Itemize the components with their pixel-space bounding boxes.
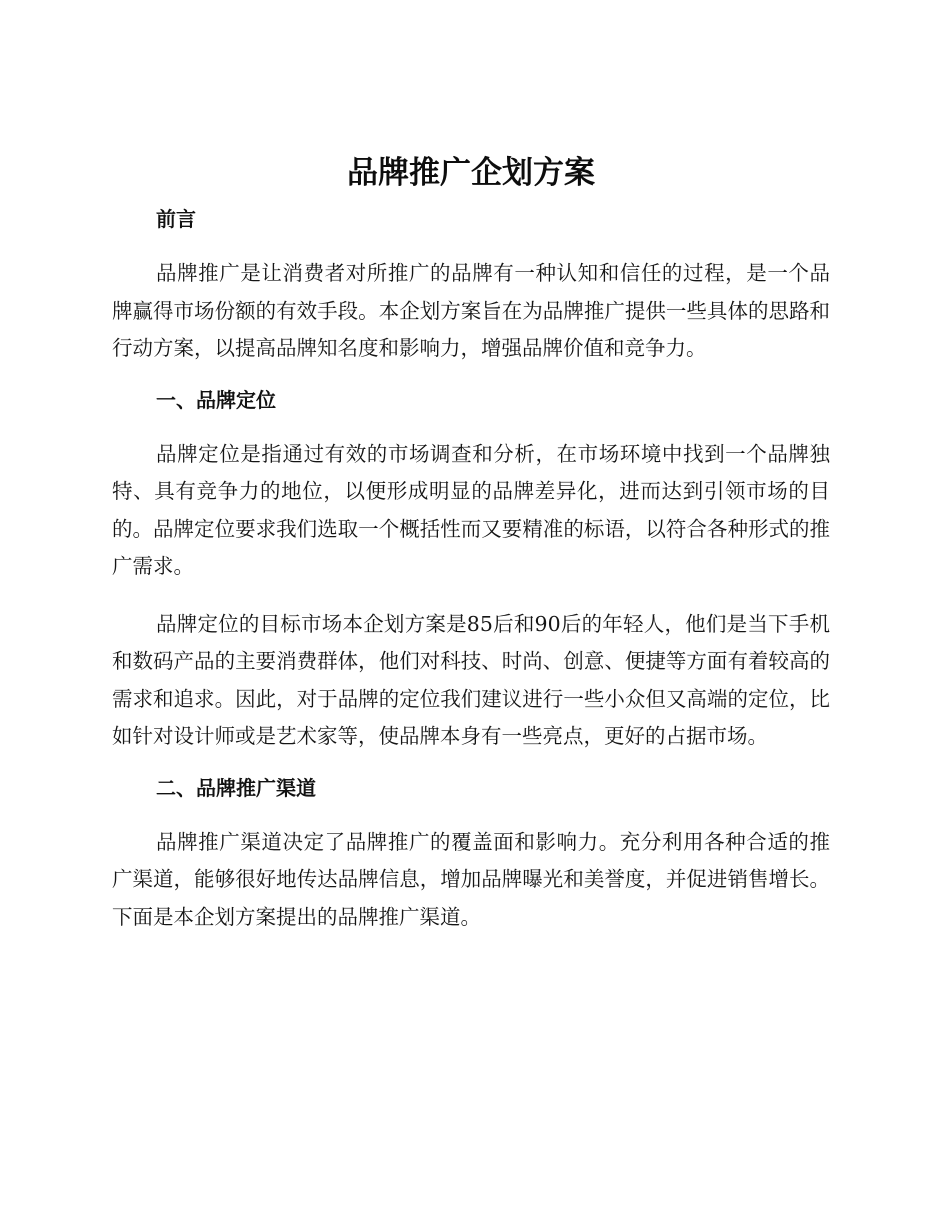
paragraph-preface: 品牌推广是让消费者对所推广的品牌有一种认知和信任的过程，是一个品牌赢得市场份额的有效手段。本企划方案旨在为品牌推广提供一些具体的思路和行动方案，以提高品牌知名度和影响力，增强品牌价值和竞争力。 [112, 261, 830, 360]
spacer [112, 237, 830, 255]
spacer [112, 806, 830, 824]
spacer [112, 418, 830, 436]
paragraph-positioning-target-market: 品牌定位的目标市场本企划方案是85后和90后的年轻人，他们是当下手机和数码产品的主要消费群体，他们对科技、时尚、创意、便捷等方面有着较高的需求和追求。因此，对于品牌的定位我们建议进行一些小众但又高端的定位，比如针对设计师或是艺术家等，使品牌本身有一些亮点，更好的占据市场。 [112, 611, 830, 748]
spacer [112, 368, 830, 382]
spacer [112, 586, 830, 606]
document-page [112, 150, 830, 936]
document-title: 品牌推广企划方案 [347, 155, 595, 191]
section-heading-promotion-channels: 二、品牌推广渠道 [156, 775, 316, 800]
spacer [112, 756, 830, 770]
paragraph-positioning-definition: 品牌定位是指通过有效的市场调查和分析，在市场环境中找到一个品牌独特、具有竞争力的地位，以便形成明显的品牌差异化，进而达到引领市场的目的。品牌定位要求我们选取一个概括性而又要精准的标语，以符合各种形式的推广需求。 [112, 441, 830, 578]
section-heading-brand-positioning: 一、品牌定位 [156, 387, 276, 412]
section-heading-preface: 前言 [156, 207, 196, 231]
paragraph-promotion-channels: 品牌推广渠道决定了品牌推广的覆盖面和影响力。充分利用各种合适的推广渠道，能够很好地传达品牌信息，增加品牌曝光和美誉度，并促进销售增长。下面是本企划方案提出的品牌推广渠道。 [112, 829, 830, 929]
